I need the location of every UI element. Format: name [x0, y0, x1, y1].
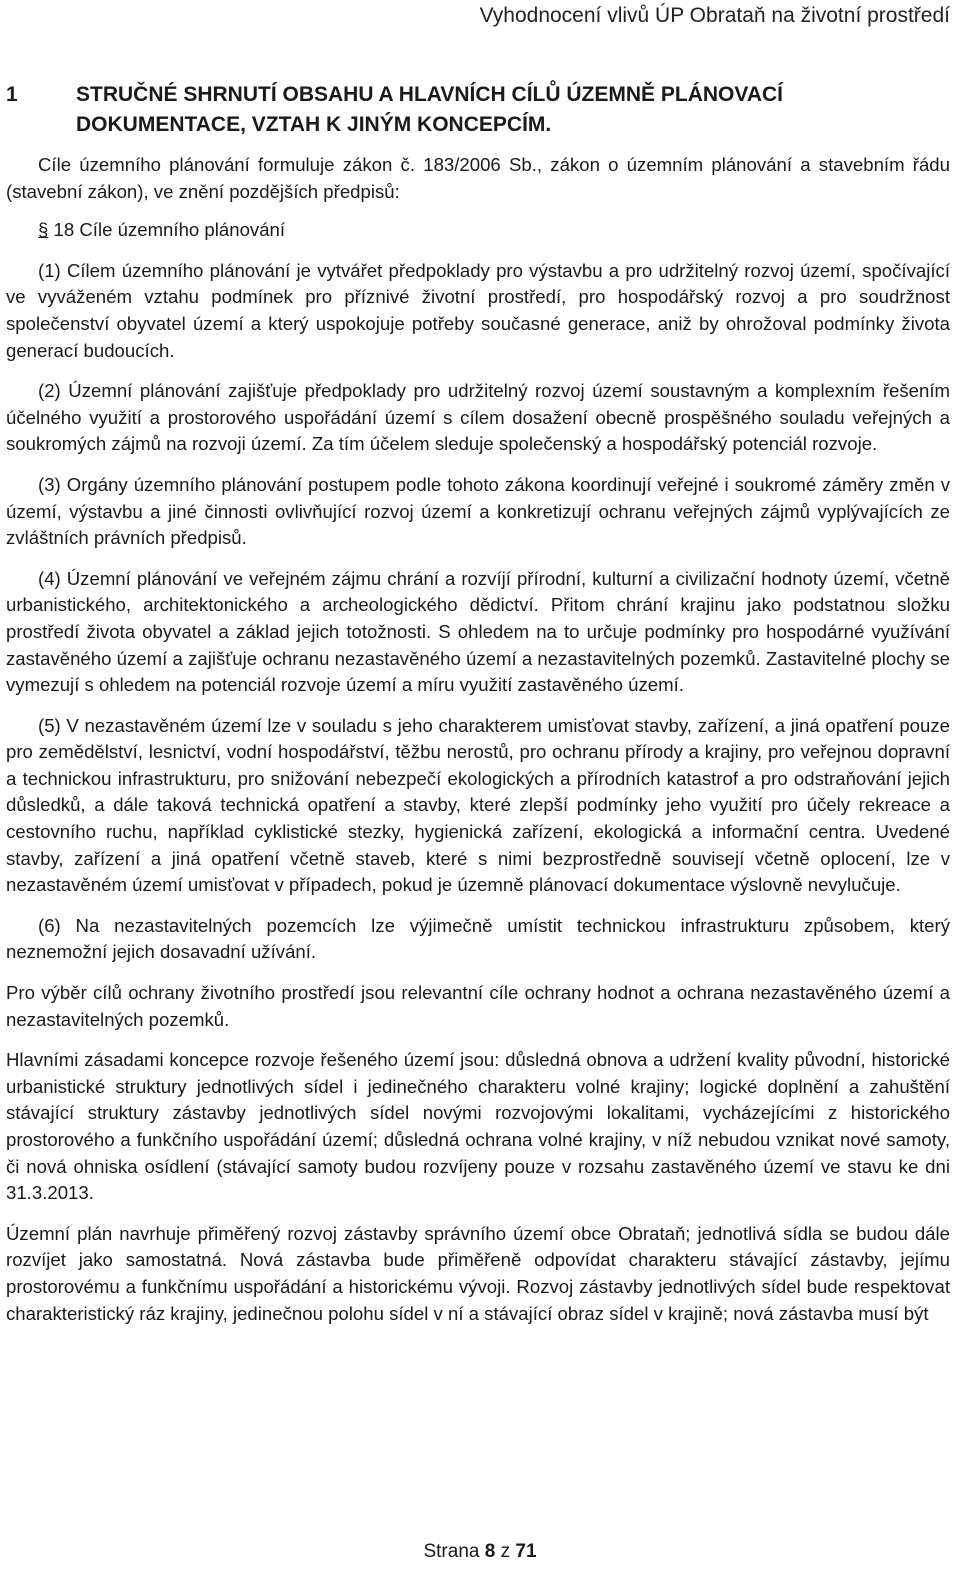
paragraph-4: (4) Územní plánování ve veřejném zájmu chrání a rozvíjí přírodní, kulturní a civilizační hodnoty území, včetně urbanistického, architektonického a archeologického dědictví. Přitom chrání krajinu jako podstatnou složku prostředí života obyvatel a základ jejich totožnosti. S ohledem na to určuje podmínky pro hospodárné využívání zastavěného území a zajišťuje ochranu nezastavěného území a nezastavitelných pozemků. Zastavitelné plochy se vymezují s ohledem na potenciál rozvoje území a míru využití zastavěného území. [6, 567, 950, 696]
paragraph-7: Pro výběr cílů ochrany životního prostředí jsou relevantní cíle ochrany hodnot a ochrana nezastavěného území a nezastavitelných pozemků. [6, 982, 950, 1030]
section-title: STRUČNÉ SHRNUTÍ OBSAHU A HLAVNÍCH CÍLŮ ÚZEMNĚ PLÁNOVACÍ DOKUMENTACE, VZTAH K JINÝM KONCEPCÍM. [76, 83, 783, 136]
paragraph-5: (5) V nezastavěném území lze v souladu s jeho charakterem umisťovat stavby, zařízení, a jiná opatření pouze pro zemědělství, lesnictví, vodní hospodářství, těžbu nerostů, pro ochranu přírody a krajiny, pro veřejnou dopravní a technickou infrastrukturu, pro snižování nebezpečí ekologických a přírodních katastrof a pro odstraňování jejich důsledků, a dále taková technická opatření a stavby, které zlepší podmínky jeho využití pro účely rekreace a cestovního ruchu, například cyklistické stezky, hygienická zařízení, ekologická a informační centra. Uvedené stavby, zařízení a jiná opatření včetně staveb, které s nimi bezprostředně souvisejí včetně oplocení, lze v nezastavěném území umisťovat v případech, pokud je územně plánovací dokumentace výslovně nevylučuje. [6, 714, 950, 896]
document-body [6, 80, 950, 1341]
paragraph-3: (3) Orgány územního plánování postupem podle tohoto zákona koordinují veřejné i soukromé záměry změn v území, výstavbu a jiné činnosti ovlivňující rozvoj území a konkretizují ochranu veřejných zájmů vyplývajících ze zvláštních právních předpisů. [6, 473, 950, 549]
running-header: Vyhodnocení vlivů ÚP Obrataň na životní prostředí [479, 4, 950, 27]
section-heading [6, 80, 950, 140]
page-footer [0, 1541, 960, 1563]
total-pages-number: 71 [515, 1541, 537, 1562]
paragraph-9: Územní plán navrhuje přiměřený rozvoj zástavby správního území obce Obrataň; jednotlivá sídla se budou dále rozvíjet jako samostatná. Nová zástavba bude přiměřeně odpovídat charakteru stávající zástavby, jejímu prostorovému a funkčnímu uspořádání a historickému vývoji. Rozvoj zástavby jednotlivých sídel bude respektovat charakteristický ráz krajiny, jedinečnou polohu sídel v ní a stávající obraz sídel v krajině; nová zástavba musí být [6, 1222, 950, 1324]
section-sign: § [38, 219, 49, 241]
paragraph-6: (6) Na nezastavitelných pozemcích lze výjimečně umístit technickou infrastrukturu způsobem, který neznemožní jejich dosavadní užívání. [6, 914, 950, 963]
paragraph-1: (1) Cílem územního plánování je vytvářet předpoklady pro výstavbu a pro udržitelný rozvoj území, spočívající ve vyváženém vztahu podmínek pro příznivé životní prostředí, pro hospodářský rozvoj a pro soudržnost společenství obyvatel území a který uspokojuje potřeby současné generace, aniž by ohrožoval podmínky života generací budoucích. [6, 259, 950, 361]
law-section-title [38, 217, 950, 244]
page-label: Strana [423, 1541, 485, 1562]
section-number: 1 [6, 83, 18, 106]
current-page-number: 8 [484, 1541, 496, 1562]
law-section-label: 18 Cíle územního plánování [48, 219, 286, 241]
page-of-label: z [495, 1541, 516, 1562]
intro-paragraph: Cíle územního plánování formuluje zákon č. 183/2006 Sb., zákon o územním plánování a stavebním řádu (stavební zákon), ve znění pozdějších předpisů: [6, 154, 950, 202]
paragraph-2: (2) Územní plánování zajišťuje předpoklady pro udržitelný rozvoj území soustavným a komplexním řešením účelného využití a prostorového uspořádání území s cílem dosažení obecně prospěšného souladu veřejných a soukromých zájmů na rozvoji území. Za tím účelem sleduje společenský a hospodářský potenciál rozvoje. [6, 380, 950, 455]
paragraph-8: Hlavními zásadami koncepce rozvoje řešeného území jsou: důsledná obnova a udržení kvality původní, historické urbanistické struktury jednotlivých sídel i jedinečného charakteru volné krajiny; logické doplnění a zahuštění stávající struktury zástavby jednotlivých sídel novými rozvojovými lokalitami, vycházejícími z historického prostorového a funkčního uspořádání území; důsledná ochrana volné krajiny, v níž nebudou vznikat nové samoty, či nová ohniska osídlení (stávající samoty budou rozvíjeny pouze v rozsahu zastavěného území ve stavu ke dni 31.3.2013. [6, 1049, 950, 1204]
